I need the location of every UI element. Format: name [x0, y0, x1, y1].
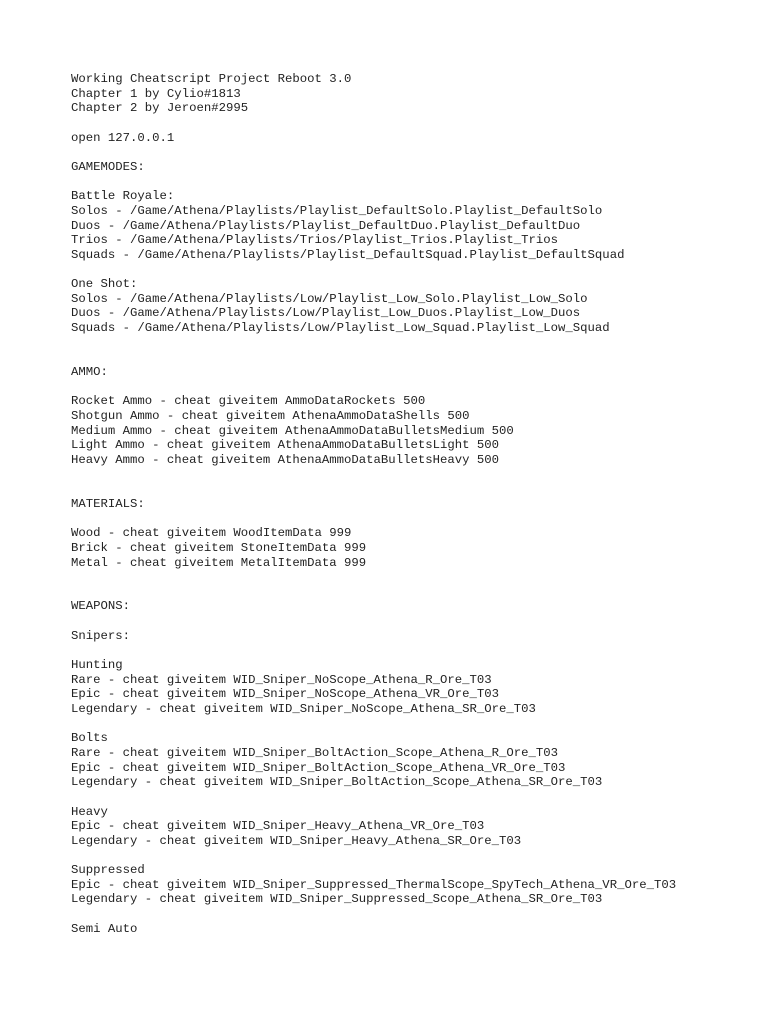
hunting-heading: Hunting [71, 658, 123, 673]
semi-auto-heading: Semi Auto [71, 921, 138, 936]
spacer [71, 262, 751, 277]
document-page [71, 72, 751, 936]
ammo-line: Light Ammo - cheat giveitem AthenaAmmoDataBulletsLight 500 [71, 438, 500, 453]
connect-command: open 127.0.0.1 [71, 130, 175, 145]
weapon-line: Epic - cheat giveitem WID_Sniper_NoScope_Athena_VR_Ore_T03 [71, 687, 500, 702]
ammo-line: Heavy Ammo - cheat giveitem AthenaAmmoDataBulletsHeavy 500 [71, 452, 500, 467]
playlist-line: Squads - /Game/Athena/Playlists/Low/Playlist_Low_Squad.Playlist_Low_Squad [71, 321, 610, 336]
heavy-heading: Heavy [71, 804, 108, 819]
one-shot-heading: One Shot: [71, 277, 138, 292]
weapon-line: Epic - cheat giveitem WID_Sniper_Heavy_Athena_VR_Ore_T03 [71, 819, 485, 834]
spacer [71, 175, 751, 190]
weapons-heading: WEAPONS: [71, 599, 131, 614]
weapon-line: Epic - cheat giveitem WID_Sniper_Suppressed_ThermalScope_SpyTech_Athena_VR_Ore_T03 [71, 877, 677, 892]
spacer [71, 380, 751, 395]
playlist-line: Trios - /Game/Athena/Playlists/Trios/Playlist_Trios.Playlist_Trios [71, 233, 559, 248]
spacer [71, 643, 751, 658]
snipers-heading: Snipers: [71, 628, 131, 643]
suppressed-heading: Suppressed [71, 863, 145, 878]
spacer [71, 570, 751, 585]
material-line: Metal - cheat giveitem MetalItemData 999 [71, 555, 367, 570]
weapon-line: Legendary - cheat giveitem WID_Sniper_Heavy_Athena_SR_Ore_T03 [71, 833, 522, 848]
weapon-line: Rare - cheat giveitem WID_Sniper_BoltAction_Scope_Athena_R_Ore_T03 [71, 745, 559, 760]
playlist-line: Solos - /Game/Athena/Playlists/Low/Playlist_Low_Solo.Playlist_Low_Solo [71, 291, 588, 306]
spacer [71, 907, 751, 922]
weapon-line: Legendary - cheat giveitem WID_Sniper_Suppressed_Scope_Athena_SR_Ore_T03 [71, 892, 603, 907]
spacer [71, 790, 751, 805]
credit-chapter-2: Chapter 2 by Jeroen#2995 [71, 101, 249, 116]
spacer [71, 512, 751, 527]
ammo-line: Shotgun Ammo - cheat giveitem AthenaAmmoDataShells 500 [71, 408, 470, 423]
material-line: Brick - cheat giveitem StoneItemData 999 [71, 540, 367, 555]
gamemodes-heading: GAMEMODES: [71, 159, 145, 174]
document-title: Working Cheatscript Project Reboot 3.0 [71, 72, 352, 86]
spacer [71, 468, 751, 483]
spacer [71, 849, 751, 864]
playlist-line: Squads - /Game/Athena/Playlists/Playlist_DefaultSquad.Playlist_DefaultSquad [71, 247, 625, 262]
credit-chapter-1: Chapter 1 by Cylio#1813 [71, 86, 241, 101]
spacer [71, 614, 751, 629]
weapon-line: Legendary - cheat giveitem WID_Sniper_NoScope_Athena_SR_Ore_T03 [71, 702, 536, 716]
spacer [71, 585, 751, 600]
materials-heading: MATERIALS: [71, 496, 145, 511]
ammo-line: Medium Ammo - cheat giveitem AthenaAmmoDataBulletsMedium 500 [71, 423, 514, 438]
battle-royale-heading: Battle Royale: [71, 189, 175, 204]
weapon-line: Epic - cheat giveitem WID_Sniper_BoltAction_Scope_Athena_VR_Ore_T03 [71, 760, 566, 775]
ammo-line: Rocket Ammo - cheat giveitem AmmoDataRockets 500 [71, 394, 426, 409]
spacer [71, 145, 751, 160]
bolts-heading: Bolts [71, 731, 108, 746]
spacer [71, 336, 751, 351]
spacer [71, 717, 751, 732]
playlist-line: Duos - /Game/Athena/Playlists/Low/Playlist_Low_Duos.Playlist_Low_Duos [71, 306, 581, 321]
playlist-line: Solos - /Game/Athena/Playlists/Playlist_DefaultSolo.Playlist_DefaultSolo [71, 203, 603, 218]
spacer [71, 482, 751, 497]
spacer [71, 116, 751, 131]
playlist-line: Duos - /Game/Athena/Playlists/Playlist_DefaultDuo.Playlist_DefaultDuo [71, 218, 581, 233]
material-line: Wood - cheat giveitem WoodItemData 999 [71, 526, 352, 541]
spacer [71, 350, 751, 365]
weapon-line: Rare - cheat giveitem WID_Sniper_NoScope_Athena_R_Ore_T03 [71, 672, 492, 687]
ammo-heading: AMMO: [71, 365, 108, 380]
weapon-line: Legendary - cheat giveitem WID_Sniper_BoltAction_Scope_Athena_SR_Ore_T03 [71, 775, 603, 790]
